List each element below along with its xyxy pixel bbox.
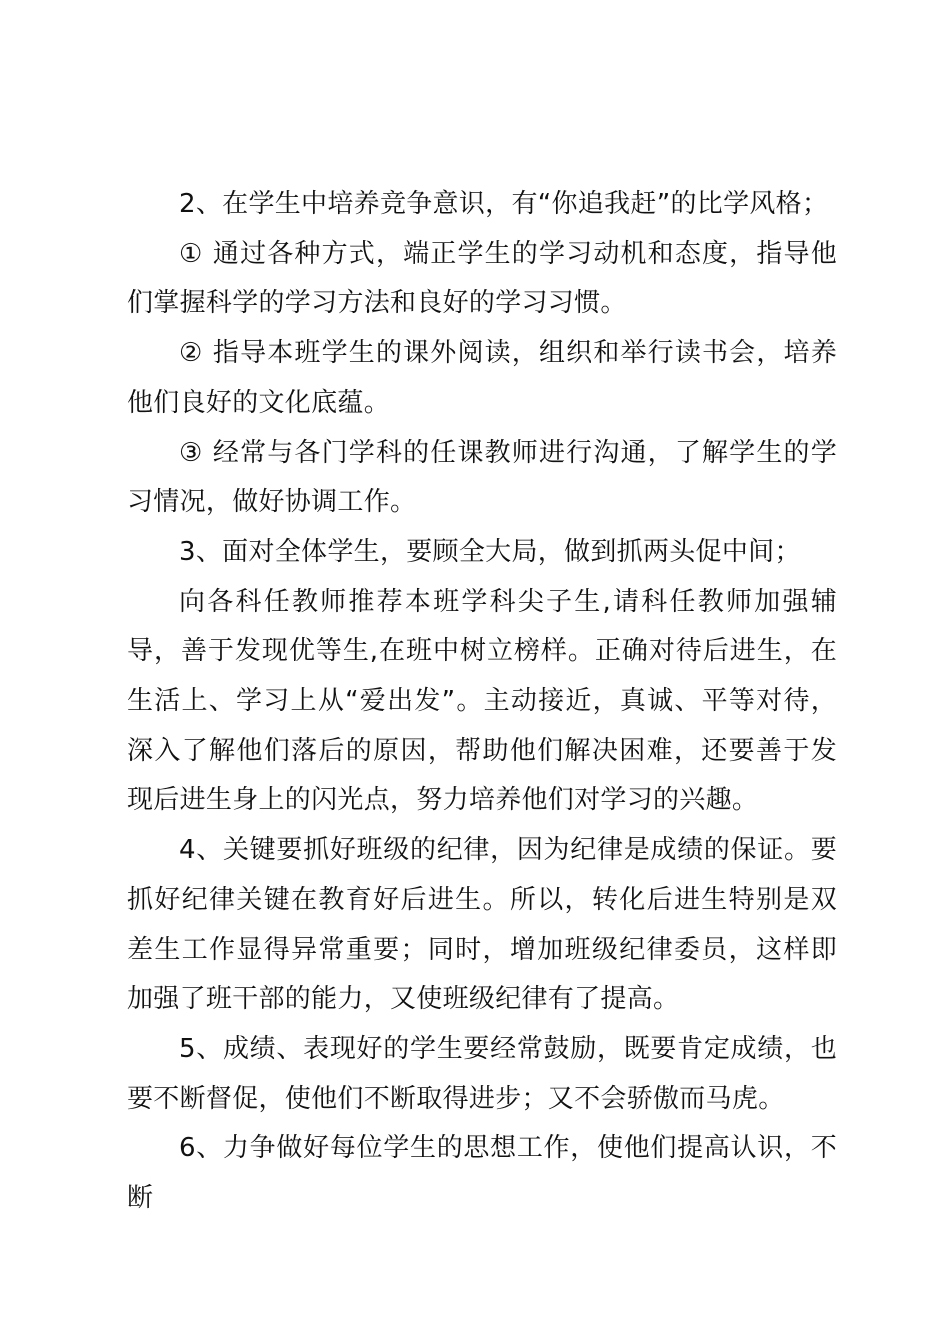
paragraph-item-3: ③ 经常与各门学科的任课教师进行沟通，了解学生的学习情况，做好协调工作。: [127, 437, 837, 518]
paragraph-item-1: ① 通过各种方式，端正学生的学习动机和态度，指导他们掌握科学的学习方法和良好的学习习惯。: [127, 238, 837, 319]
paragraph-whole-class: 3、面对全体学生，要顾全大局，做到抓两头促中间；: [179, 536, 801, 567]
paragraph-encourage: 5、成绩、表现好的学生要经常鼓励，既要肯定成绩，也要不断督促，使他们不断取得进步；又不会骄傲而马虎。: [127, 1033, 837, 1114]
paragraph-discipline: 4、关键要抓好班级的纪律，因为纪律是成绩的保证。要抓好纪律关键在教育好后进生。所以，转化后进生特别是双差生工作显得异常重要；同时，增加班级纪律委员，这样即加强了班干部的能力，又使班级纪律有了提高。: [127, 835, 837, 1015]
paragraph-thought-work: 6、力争做好每位学生的思想工作，使他们提高认识，不断: [127, 1133, 837, 1214]
paragraph-item-2: ② 指导本班学生的课外阅读，组织和举行读书会，培养他们良好的文化底蕴。: [127, 338, 837, 418]
paragraph-recommend: 向各科任教师推荐本班学科尖子生,请科任教师加强辅导，善于发现优等生,在班中树立榜样。正确对待后进生，在生活上、学习上从“爱出发”。主动接近，真诚、平等对待，深入了解他们落后的原因，帮助他们解决困难，还要善于发现后进生身上的闪光点，努力培养他们对学习的兴趣。: [127, 586, 837, 816]
paragraph-competition: 2、在学生中培养竞争意识，有“你追我赶”的比学风格；: [179, 189, 829, 219]
document-body: [127, 180, 837, 1224]
